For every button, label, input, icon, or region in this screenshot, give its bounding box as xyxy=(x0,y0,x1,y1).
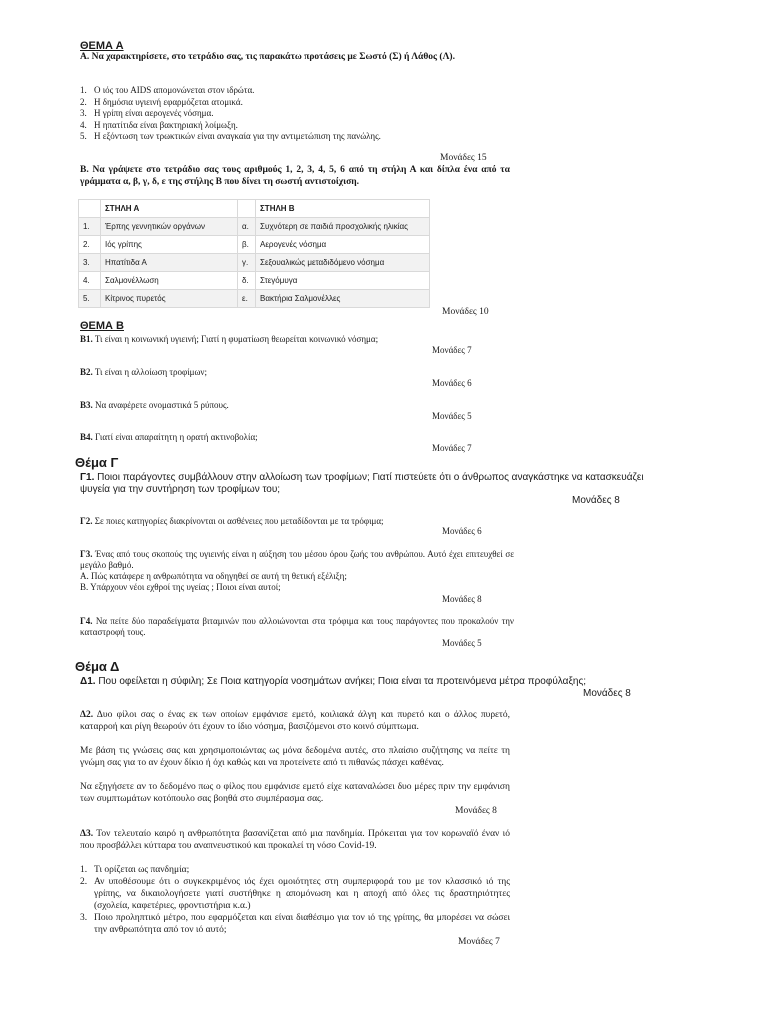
question-g3-b: Β. Υπάρχουν νέοι εχθροί της υγείας ; Ποιοι είναι αυτοί; xyxy=(80,582,281,592)
question-g2: Γ2. Σε ποιες κατηγορίες διακρίνονται οι ασθένειες που μεταδίδονται με τα τρόφιμα; xyxy=(80,516,384,526)
list-item: 4. Η ηπατίτιδα είναι βακτηριακή λοίμωξη. xyxy=(80,119,238,130)
list-item: 3. Η γρίπη είναι αερογενές νόσημα. xyxy=(80,108,214,119)
column-a-header: ΣΤΗΛΗ Α xyxy=(101,200,238,218)
table-row: 3. Ηπατίτιδα Α γ. Σεξουαλικώς μεταδιδόμενο νόσημα xyxy=(79,254,430,272)
question-d2-p2: Με βάση τις γνώσεις σας και χρησιμοποιώντας ως μόνα δεδομένα αυτές, στο πλαίσιο συζήτησης να πείτε τη γνώμη σας για το αν έχουν δίκιο ή όχι καθώς και να προτείνετε από τι πιθανώς πάσχει καθένας. xyxy=(80,746,510,768)
theme-b-title: ΘΕΜΑ Β xyxy=(80,320,124,332)
question-d3-intro: Δ3. Τον τελευταίο καιρό η ανθρωπότητα βασανίζεται από μια πανδημία. Πρόκειται για τον κορωναϊό έναν ιό που προσβάλλει κύτταρα του αναπνευστικού και προκαλεί τη νόσο Covid-19. xyxy=(80,829,510,851)
theme-c-title: Θέμα Γ xyxy=(75,455,119,470)
theme-a-marks-b: Μονάδες 10 xyxy=(442,307,489,317)
list-item: 3. Ποιο προληπτικό μέτρο, που εφαρμόζεται και είναι διαθέσιμο για τον ιό της γρίπης, θα μπορέσει να σώσει την ανθρωπότητα από τον ιό αυτό; xyxy=(80,913,510,935)
question-b3: Β3. Να αναφέρετε ονομαστικά 5 ρύπους. xyxy=(80,400,229,410)
list-item: 1. Ο ιός του AIDS απομονώνεται στον ιδρώτα. xyxy=(80,85,255,95)
question-b2-marks: Μονάδες 6 xyxy=(432,378,472,388)
question-b4-marks: Μονάδες 7 xyxy=(432,443,472,453)
theme-d-title: Θέμα Δ xyxy=(75,659,120,674)
question-d3-marks: Μονάδες 7 xyxy=(458,937,500,947)
theme-a-statements xyxy=(80,85,520,143)
table-row: 5. Κίτρινος πυρετός ε. Βακτήρια Σαλμονέλλες xyxy=(79,290,430,308)
question-g1-marks: Μονάδες 8 xyxy=(572,495,620,506)
question-g3: Γ3. Ένας από τους σκοπούς της υγιεινής είναι η αύξηση του μέσου όρου ζωής του ανθρώπου. Αυτό έχει επιτευχθεί σε μεγάλο βαθμό. xyxy=(80,549,515,570)
question-d2-marks: Μονάδες 8 xyxy=(455,806,497,816)
list-item: 2. Η δημόσια υγιεινή εφαρμόζεται ατομικά. xyxy=(80,96,243,107)
question-d2-p1: Δ2. Δυο φίλοι σας ο ένας εκ των οποίων εμφάνισε εμετό, κοιλιακά άλγη και πυρετό και ο άλλος πυρετό, καταρροή και ρίγη θεωρούν ότι έχουν το ίδιο νόσημα, βασιζόμενοι στο κοινό σύμπτωμα. xyxy=(80,710,510,732)
question-d3-items xyxy=(80,864,510,936)
question-g1-line2: ψυγεία για την συντήρηση των τροφίμων του; xyxy=(80,484,281,495)
theme-a-section-b-prompt: Β. Να γράψετε στο τετράδιο σας τους αριθμούς 1, 2, 3, 4, 5, 6 από τη στήλη Α και δίπλα ένα από τα γράμματα α, β, γ, δ, ε της στήλης Β που δίνει τη σωστή αντιστοίχιση. xyxy=(80,165,510,187)
question-d1-marks: Μονάδες 8 xyxy=(583,688,631,699)
question-g2-marks: Μονάδες 6 xyxy=(442,526,482,536)
list-item: 5. Η εξόντωση των τρωκτικών είναι αναγκαία για την αντιμετώπιση της πανώλης. xyxy=(80,131,381,142)
theme-a-title: ΘΕΜΑ Α xyxy=(80,40,124,52)
question-g1-line1: Γ1. Ποιοι παράγοντες συμβάλλουν στην αλλοίωση των τροφίμων; Γιατί πιστεύετε ότι ο άνθρωπος αναγκάστηκε να κατασκευάζει xyxy=(80,472,644,483)
question-g4-marks: Μονάδες 5 xyxy=(442,638,482,648)
table-row: 2. Ιός γρίπης β. Αερογενές νόσημα xyxy=(79,236,430,254)
question-g4: Γ4. Να πείτε δύο παραδείγματα βιταμινών που αλλοιώνονται στα τρόφιμα και τους παράγοντες που προκαλούν την καταστροφή τους. xyxy=(80,616,514,637)
question-b2: Β2. Τι είναι η αλλοίωση τροφίμων; xyxy=(80,367,207,377)
table-row: 1. Έρπης γεννητικών οργάνων α. Συχνότερη σε παιδιά προσχολικής ηλικίας xyxy=(79,218,430,236)
question-b4: Β4. Γιατί είναι απαραίτητη η ορατή ακτινοβολία; xyxy=(80,432,258,442)
column-b-header: ΣΤΗΛΗ Β xyxy=(256,200,430,218)
question-g3-marks: Μονάδες 8 xyxy=(442,594,482,604)
table-header-row xyxy=(79,200,430,218)
question-b3-marks: Μονάδες 5 xyxy=(432,411,472,421)
question-g3-a: Α. Πώς κατάφερε η ανθρωπότητα να οδηγηθεί σε αυτή τη θετική εξέλιξη; xyxy=(80,571,347,581)
list-item: 2. Αν υποθέσουμε ότι ο συγκεκριμένος ιός έχει ομοιότητες στη συμπεριφορά του με τον κλασσικό ιό της γρίπης, να δικαιολογήσετε γιατί συστήθηκε η απομόνωση και η αποχή από όλες τις δραστηριότητες (σχολεία, καφετέριες, φροντιστήρια κ.α.) xyxy=(80,877,510,911)
question-d2-p3: Να εξηγήσετε αν το δεδομένο πως ο φίλος που εμφάνισε εμετό είχε καταναλώσει δυο μέρες πριν την εμφάνιση των συμπτωμάτων κοτόπουλο σας βοηθά στο συμπέρασμα σας. xyxy=(80,782,510,804)
theme-a-section-a-prompt: Α. Να χαρακτηρίσετε, στο τετράδιο σας, τις παρακάτω προτάσεις με Σωστό (Σ) ή Λάθος (Λ). xyxy=(80,52,455,62)
matching-table xyxy=(78,199,430,308)
list-item: 1. Τι ορίζεται ως πανδημία; xyxy=(80,865,190,875)
table-row: 4. Σαλμονέλλωση δ. Στεγόμυγα xyxy=(79,272,430,290)
question-d1: Δ1. Που οφείλεται η σύφιλη; Σε Ποια κατηγορία νοσημάτων ανήκει; Ποια είναι τα προτεινόμενα μέτρα προφύλαξης; xyxy=(80,676,587,687)
theme-a-marks-a: Μονάδες 15 xyxy=(440,153,487,163)
question-b1: Β1. Τι είναι η κοινωνική υγιεινή; Γιατί η φυματίωση θεωρείται κοινωνικό νόσημα; xyxy=(80,334,379,344)
question-b1-marks: Μονάδες 7 xyxy=(432,345,472,355)
